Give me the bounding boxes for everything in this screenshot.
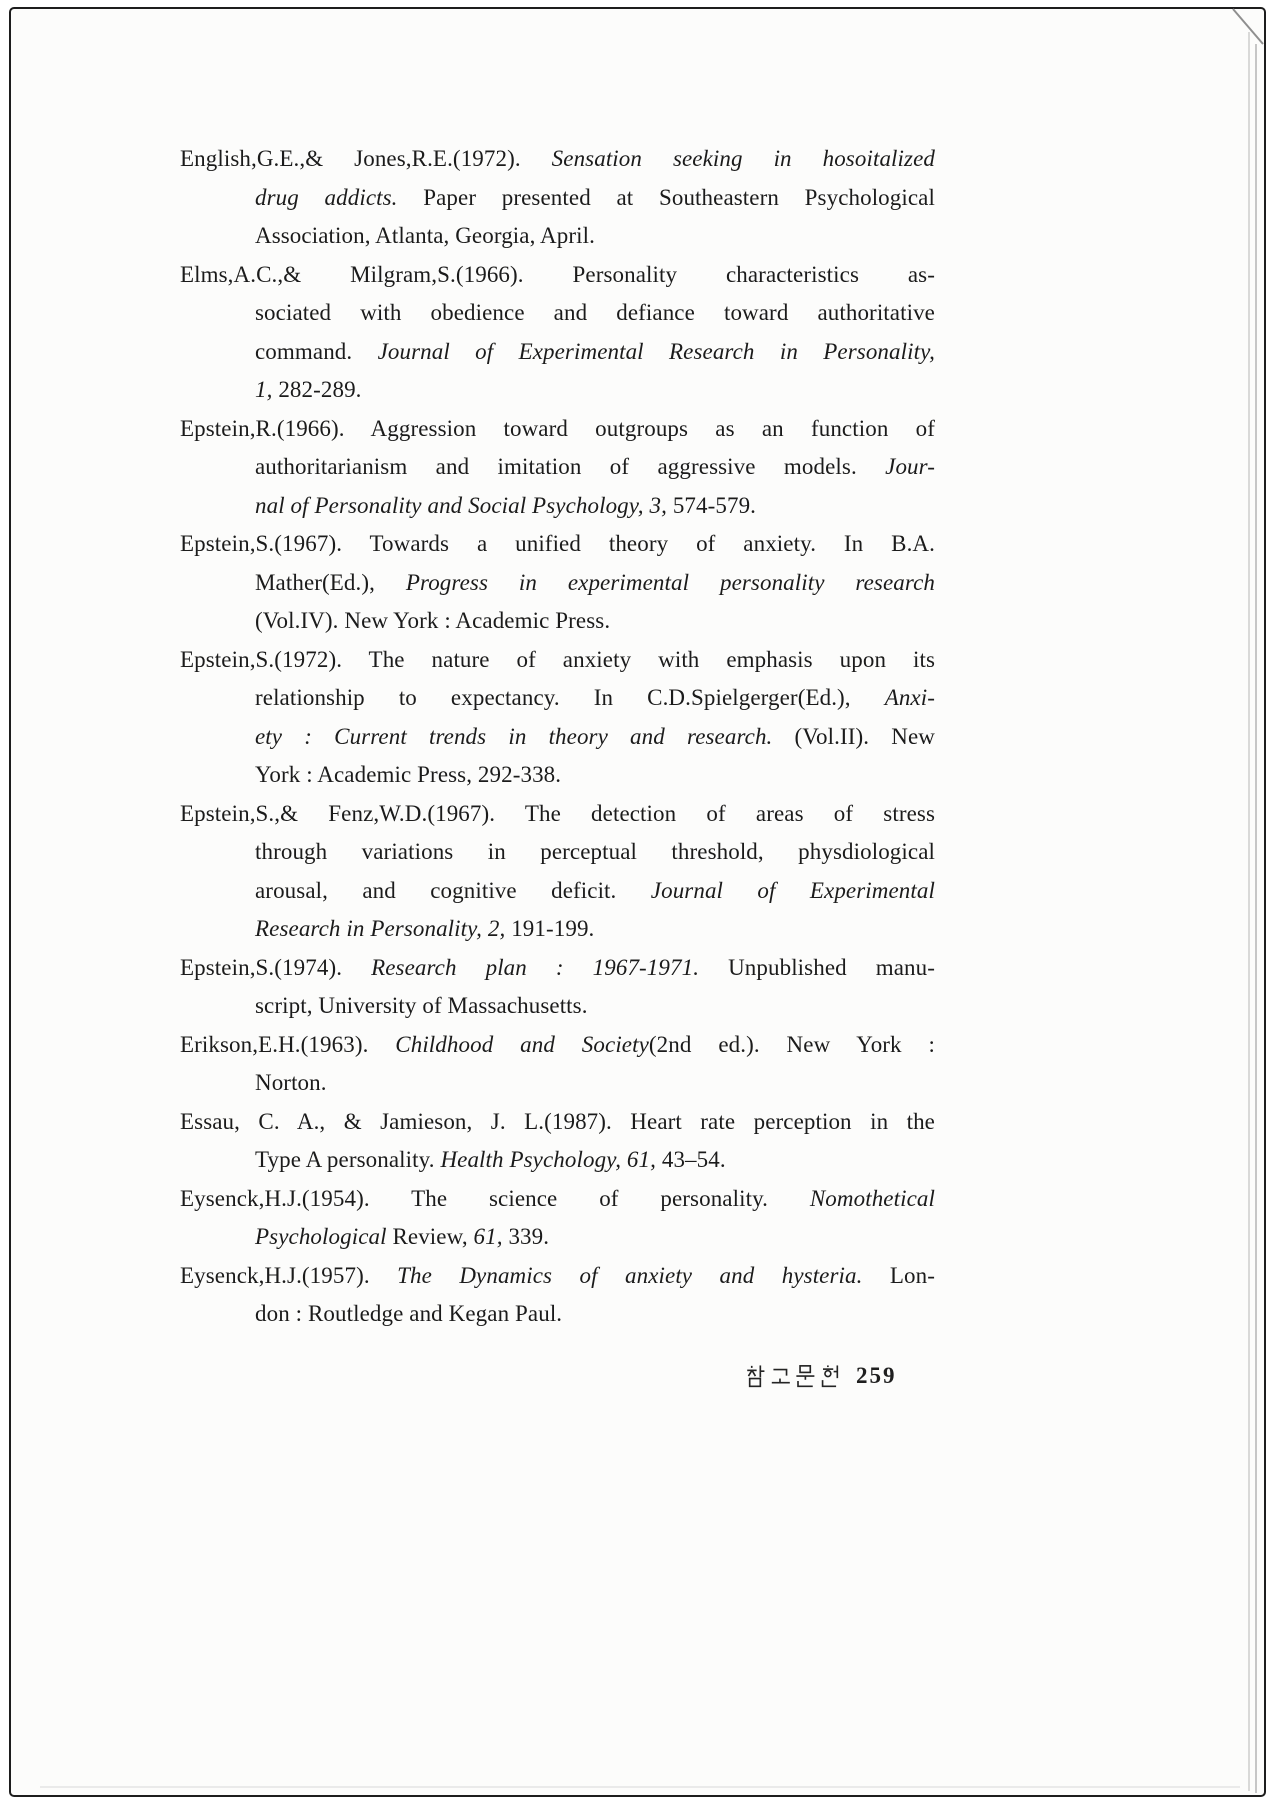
reference-line: command. Journal of Experimental Research in Personality, [255,338,935,364]
reference-line: ety : Current trends in theory and research. (Vol.II). New [255,723,935,749]
reference-entry [180,795,935,949]
reference-line: Norton. [255,1070,327,1095]
reference-line: Type A personality. Health Psychology, 61, 43–54. [255,1147,726,1172]
reference-entry [180,1257,935,1334]
reference-entry [180,140,935,256]
reference-line: arousal, and cognitive deficit. Journal of Experimental [255,877,935,903]
reference-line: nal of Personality and Social Psychology, 3, 574-579. [255,492,757,518]
reference-entry [180,1103,935,1180]
reference-entry [180,1180,935,1257]
reference-entry [180,525,935,641]
reference-line: Eysenck,H.J.(1957). The Dynamics of anxiety and hysteria. Lon- [180,1262,936,1288]
reference-line: Eysenck,H.J.(1954). The science of personality. Nomothetical [180,1185,935,1211]
footer-label-hangul [746,1365,841,1388]
footer-page-number: 259 [856,1363,897,1388]
reference-line: Psychological Review, 61, 339. [255,1224,550,1249]
reference-line: Mather(Ed.), Progress in experimental personality research [255,569,935,595]
reference-line: sociated with obedience and defiance toward authoritative [255,300,935,325]
reference-entry [180,256,935,410]
reference-line: authoritarianism and imitation of aggressive models. Jour- [255,454,935,479]
reference-entry [180,1026,935,1103]
reference-line: Epstein,S.(1972). The nature of anxiety with emphasis upon its [180,646,935,672]
reference-entry [180,410,935,526]
reference-line: Erikson,E.H.(1963). Childhood and Society(2nd ed.). New York : [180,1031,935,1057]
reference-line: Epstein,S.,& Fenz,W.D.(1967). The detection of areas of stress [180,800,935,826]
reference-line: Research in Personality, 2, 191-199. [255,916,595,941]
reference-line: script, University of Massachusetts. [255,993,588,1018]
reference-line: (Vol.IV). New York : Academic Press. [255,608,611,633]
reference-line: York : Academic Press, 292-338. [255,762,562,787]
reference-line: Essau, C. A., & Jamieson, J. L.(1987). Heart rate perception in the [180,1108,935,1134]
page-footer [746,1362,897,1390]
reference-entry [180,949,935,1026]
reference-line: Epstein,R.(1966). Aggression toward outgroups as an function of [180,415,935,441]
reference-line: Epstein,S.(1967). Towards a unified theory of anxiety. In B.A. [180,531,935,556]
reference-line: Epstein,S.(1974). Research plan : 1967-1971. Unpublished manu- [180,954,935,980]
reference-line: Association, Atlanta, Georgia, April. [255,223,595,248]
reference-line: don : Routledge and Kegan Paul. [255,1301,563,1326]
reference-entry [180,641,935,795]
reference-line: English,G.E.,& Jones,R.E.(1972). Sensation seeking in hosoitalized [180,146,935,171]
reference-line: relationship to expectancy. In C.D.Spielgerger(Ed.), Anxi- [255,685,935,710]
references-list [180,140,935,1334]
reference-line: through variations in perceptual threshold, physdiological [255,839,935,864]
reference-line: 1, 282-289. [255,377,362,402]
reference-line: drug addicts. Paper presented at Southeastern Psychological [255,184,935,210]
reference-line: Elms,A.C.,& Milgram,S.(1966). Personality characteristics as- [180,261,935,287]
